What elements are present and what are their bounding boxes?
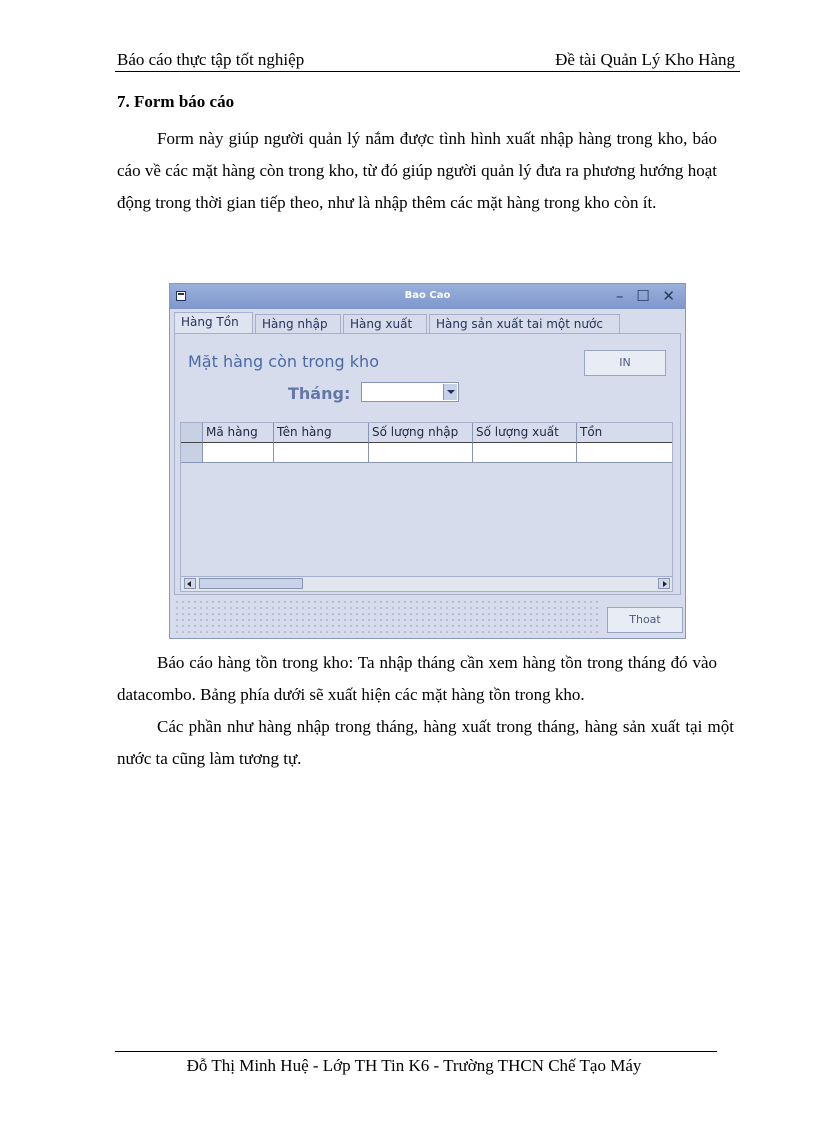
column-so-luong-nhap[interactable]: Số lượng nhập (369, 423, 473, 443)
footer-divider (115, 1051, 717, 1052)
panel-title: Mặt hàng còn trong kho (188, 352, 379, 371)
paragraph-other-tabs: Các phần như hàng nhập trong tháng, hàng xuất trong tháng, hàng sản xuất tại một nước ta cũng làm tương tự. (117, 717, 734, 768)
grid-header (181, 423, 672, 443)
grid-cell[interactable] (473, 443, 577, 463)
header-right-title: Đề tài Quản Lý Kho Hàng (555, 50, 735, 69)
grid-cell[interactable] (203, 443, 274, 463)
tab-hang-nhap[interactable]: Hàng nhập (255, 314, 341, 333)
column-so-luong-xuat[interactable]: Số lượng xuất (473, 423, 577, 443)
window-controls[interactable]: – ☐ ✕ (615, 287, 679, 305)
row-selector[interactable] (181, 443, 203, 463)
tab-hang-ton[interactable]: Hàng Tồn (174, 312, 253, 334)
month-label: Tháng: (288, 384, 351, 403)
chevron-down-icon[interactable] (443, 384, 457, 400)
grid-cell[interactable] (577, 443, 672, 463)
section-title: 7. Form báo cáo (117, 92, 235, 111)
footer-text: Đỗ Thị Minh Huệ - Lớp TH Tin K6 - Trường THCN Chế Tạo Máy (186, 1056, 642, 1075)
window-title: Bao Cao (404, 290, 451, 301)
tab-hang-xuat[interactable]: Hàng xuất (343, 314, 427, 333)
inventory-grid[interactable] (180, 422, 673, 592)
grid-cell[interactable] (274, 443, 369, 463)
grid-corner (181, 423, 203, 443)
exit-button[interactable]: Thoat (607, 607, 683, 633)
scroll-thumb[interactable] (199, 578, 303, 589)
header-divider (115, 71, 740, 72)
column-ma-hang[interactable]: Mã hàng (203, 423, 274, 443)
window-titlebar (170, 284, 685, 309)
tab-hang-san-xuat[interactable]: Hàng sản xuất tai một nước (429, 314, 620, 333)
header-left-title: Báo cáo thực tập tốt nghiệp (117, 50, 305, 69)
scroll-left-icon[interactable] (184, 578, 196, 589)
scroll-right-icon[interactable] (658, 578, 670, 589)
paragraph-intro: Form này giúp người quản lý nắm được tình hình xuất nhập hàng trong kho, báo cáo về các mặt hàng còn trong kho, từ đó giúp người quản lý đưa ra phương hướng hoạt động trong thời gian tiếp theo, như là nhập thêm các mặt hàng trong kho còn ít. (117, 129, 717, 212)
paragraph-inventory: Báo cáo hàng tồn trong kho: Ta nhập tháng cần xem hàng tồn trong tháng đó vào datacombo. Bảng phía dưới sẽ xuất hiện các mặt hàng tồn trong kho. (117, 653, 717, 704)
column-ten-hang[interactable]: Tên hàng (274, 423, 369, 443)
status-bar (174, 599, 602, 633)
horizontal-scrollbar[interactable] (181, 576, 672, 591)
column-ton[interactable]: Tồn (577, 423, 672, 443)
print-button[interactable]: IN (584, 350, 666, 376)
month-combo[interactable] (361, 382, 459, 402)
grid-cell[interactable] (369, 443, 473, 463)
report-window (169, 283, 686, 639)
